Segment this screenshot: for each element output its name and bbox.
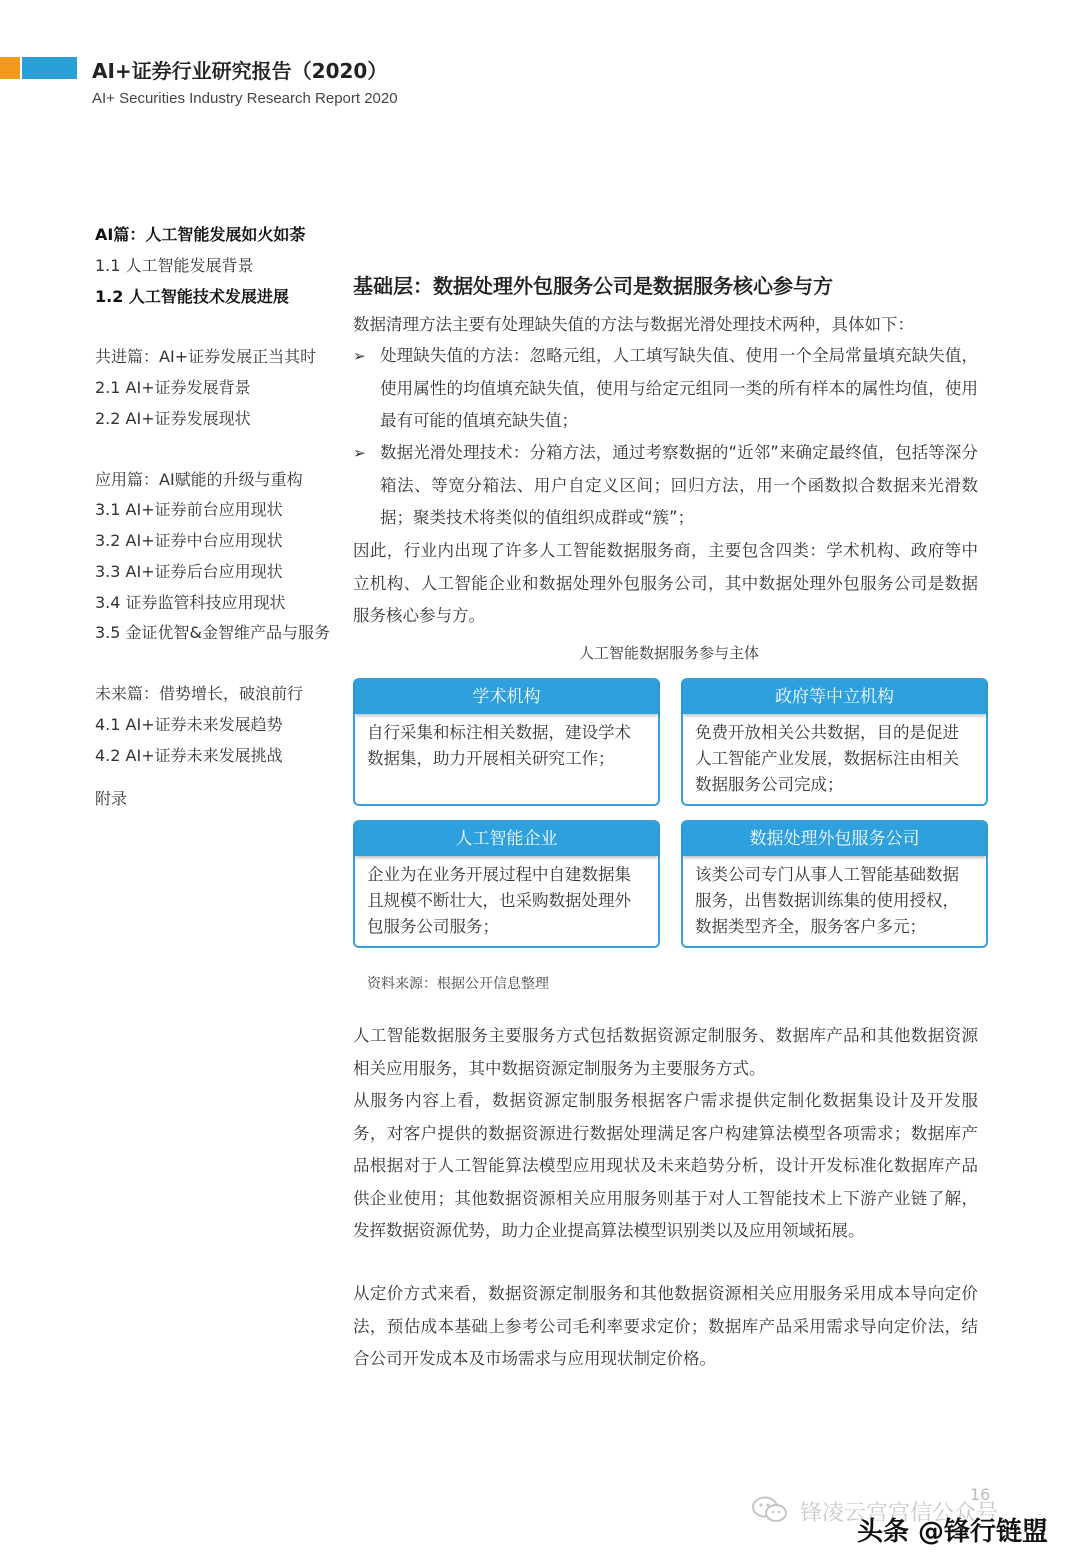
toc-item-weilai[interactable]: 未来篇：借势增长，破浪前行 (95, 684, 304, 703)
report-title: AI+证券行业研究报告（2020） (92, 59, 388, 83)
toc-item-3-2[interactable]: 3.2 AI+证券中台应用现状 (95, 531, 283, 550)
toc-item-gongjin[interactable]: 共进篇：AI+证券发展正当其时 (95, 347, 317, 366)
toc-item-2-2[interactable]: 2.2 AI+证券发展现状 (95, 409, 251, 428)
bullet-text: 数据光滑处理技术：分箱方法，通过考察数据的“近邻”来确定最终值，包括等深分箱法、等宽分箱法、用户自定义区间；回归方法，用一个函数拟合数据来光滑数据；聚类技术将类似的值组织成群或“簇”； (380, 443, 978, 527)
toc-item-3-5[interactable]: 3.5 金证优智&金智维产品与服务 (95, 623, 331, 642)
participant-box-title: 人工智能企业 (355, 822, 658, 856)
toc-item-3-3[interactable]: 3.3 AI+证券后台应用现状 (95, 562, 283, 581)
page-number: 16 (970, 1485, 991, 1504)
watermark-toutiao: 头条 @锋行链盟 (857, 1517, 1049, 1547)
participant-box-text: 免费开放相关公共数据，目的是促进人工智能产业发展，数据标注由相关数据服务公司完成； (695, 723, 959, 794)
bullet-item (353, 340, 978, 438)
body-paragraph: 人工智能数据服务主要服务方式包括数据资源定制服务、数据库产品和其他数据资源相关应用服务，其中数据资源定制服务为主要服务方式。 (353, 1026, 978, 1078)
report-subtitle: AI+ Securities Industry Research Report 2020 (92, 90, 398, 107)
toc-item-4-2[interactable]: 4.2 AI+证券未来发展挑战 (95, 746, 283, 765)
arrow-bullet-icon: ➢ (353, 347, 366, 365)
figure-source: 资料来源：根据公开信息整理 (367, 976, 549, 992)
participant-box (353, 820, 660, 948)
toc-item-ai[interactable]: AI篇：人工智能发展如火如荼 (95, 225, 306, 244)
header-accent-blue (22, 57, 77, 79)
watermark-faint: 锋凌云宫宫信公众号 (800, 1501, 999, 1526)
toc-item-2-1[interactable]: 2.1 AI+证券发展背景 (95, 378, 251, 397)
participant-box-title: 政府等中立机构 (683, 680, 986, 714)
arrow-bullet-icon: ➢ (353, 444, 366, 462)
participant-box-text: 该类公司专门从事人工智能基础数据服务，出售数据训练集的使用授权，数据类型齐全，服务客户多元； (695, 865, 959, 936)
body-paragraph: 从定价方式来看，数据资源定制服务和其他数据资源相关应用服务采用成本导向定价法，预估成本基础上参考公司毛利率要求定价；数据库产品采用需求导向定价法，结合公司开发成本及市场需求与应用现状制定价格。 (353, 1284, 978, 1368)
toc-item-1-1[interactable]: 1.1 人工智能发展背景 (95, 256, 254, 275)
toc-item-3-4[interactable]: 3.4 证券监管科技应用现状 (95, 593, 286, 612)
bullet-item (353, 437, 978, 535)
participant-box (681, 820, 988, 948)
section-conclusion: 因此，行业内出现了许多人工智能数据服务商，主要包含四类：学术机构、政府等中立机构、人工智能企业和数据处理外包服务公司，其中数据处理外包服务公司是数据服务核心参与方。 (353, 541, 978, 625)
participant-box-title: 学术机构 (355, 680, 658, 714)
wechat-icon (750, 1494, 790, 1524)
body-paragraph: 从服务内容上看，数据资源定制服务根据客户需求提供定制化数据集设计及开发服务，对客户提供的数据资源进行数据处理满足客户构建算法模型各项需求；数据库产品根据对于人工智能算法模型应用现状及未来趋势分析，设计开发标准化数据库产品供企业使用；其他数据资源相关应用服务则基于对人工智能技术上下游产业链了解，发挥数据资源优势，助力企业提高算法模型识别类以及应用领域拓展。 (353, 1091, 978, 1240)
participant-box (681, 678, 988, 806)
participant-box-title: 数据处理外包服务公司 (683, 822, 986, 856)
toc-item-4-1[interactable]: 4.1 AI+证券未来发展趋势 (95, 715, 283, 734)
toc-item-3-1[interactable]: 3.1 AI+证券前台应用现状 (95, 500, 283, 519)
participant-box (353, 678, 660, 806)
toc-item-1-2[interactable]: 1.2 人工智能技术发展进展 (95, 287, 289, 306)
header-accent-orange (0, 57, 20, 79)
toc-item-appendix[interactable]: 附录 (95, 789, 128, 808)
participant-box-text: 自行采集和标注相关数据，建设学术数据集，助力开展相关研究工作； (367, 723, 631, 768)
section-intro: 数据清理方法主要有处理缺失值的方法与数据光滑处理技术两种，具体如下： (353, 315, 914, 334)
bullet-text: 处理缺失值的方法：忽略元组，人工填写缺失值、使用一个全局常量填充缺失值，使用属性的均值填充缺失值，使用与给定元组同一类的所有样本的属性均值，使用最有可能的值填充缺失值； (380, 346, 978, 430)
toc-item-yingyong[interactable]: 应用篇：AI赋能的升级与重构 (95, 470, 303, 489)
section-title: 基础层：数据处理外包服务公司是数据服务核心参与方 (353, 274, 833, 298)
participant-box-text: 企业为在业务开展过程中自建数据集且规模不断壮大，也采购数据处理外包服务公司服务； (367, 865, 631, 936)
figure-title: 人工智能数据服务参与主体 (578, 644, 759, 662)
